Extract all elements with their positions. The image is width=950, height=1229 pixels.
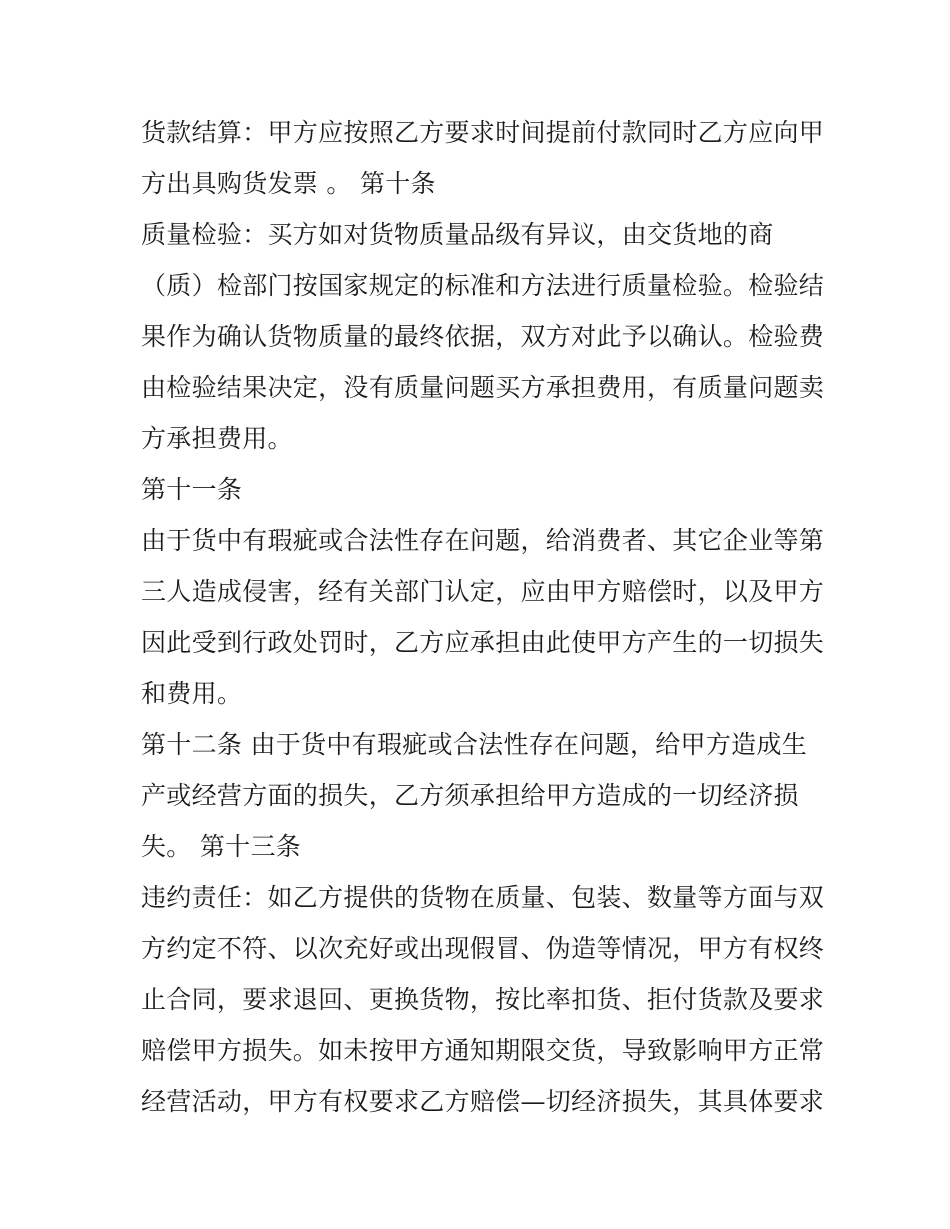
text-line: 失。 第十三条 xyxy=(141,832,302,861)
text-line: 第十二条 由于货中有瑕疵或合法性存在问题，给甲方造成生 xyxy=(141,730,808,759)
text-line: 货款结算：甲方应按照乙方要求时间提前付款同时乙方应向甲 xyxy=(141,118,825,147)
text-line: 违约责任：如乙方提供的货物在质量、包装、数量等方面与双 xyxy=(141,883,825,912)
text-line: 产或经营方面的损失，乙方须承担给甲方造成的一切经济损 xyxy=(141,781,799,810)
text-line: 因此受到行政处罚时，乙方应承担由此使甲方产生的一切损失 xyxy=(141,628,825,657)
text-line: 第十一条 xyxy=(141,475,243,504)
text-line: （质）检部门按国家规定的标准和方法进行质量检验。检验结 xyxy=(141,271,825,300)
text-line: 果作为确认货物质量的最终依据，双方对此予以确认。检验费 xyxy=(141,322,825,351)
text-line: 三人造成侵害，经有关部门认定，应由甲方赔偿时，以及甲方 xyxy=(141,577,825,606)
text-line: 方承担费用。 xyxy=(141,424,293,453)
text-line: 质量检验：买方如对货物质量品级有异议，由交货地的商 xyxy=(141,220,774,249)
text-line: 和费用。 xyxy=(141,679,243,708)
text-line: 经营活动，甲方有权要求乙方赔偿—切经济损失，其具体要求 xyxy=(141,1087,825,1116)
text-line: 由检验结果决定，没有质量问题买方承担费用，有质量问题卖 xyxy=(141,373,825,402)
text-line: 由于货中有瑕疵或合法性存在问题，给消费者、其它企业等第 xyxy=(141,526,825,555)
text-line: 方约定不符、以次充好或出现假冒、伪造等情况，甲方有权终 xyxy=(141,934,825,963)
document-body xyxy=(141,107,825,1127)
text-line: 方出具购货发票 。 第十条 xyxy=(141,169,436,198)
text-line: 赔偿甲方损失。如未按甲方通知期限交货，导致影响甲方正常 xyxy=(141,1036,825,1065)
text-line: 止合同，要求退回、更换货物，按比率扣货、拒付货款及要求 xyxy=(141,985,825,1014)
